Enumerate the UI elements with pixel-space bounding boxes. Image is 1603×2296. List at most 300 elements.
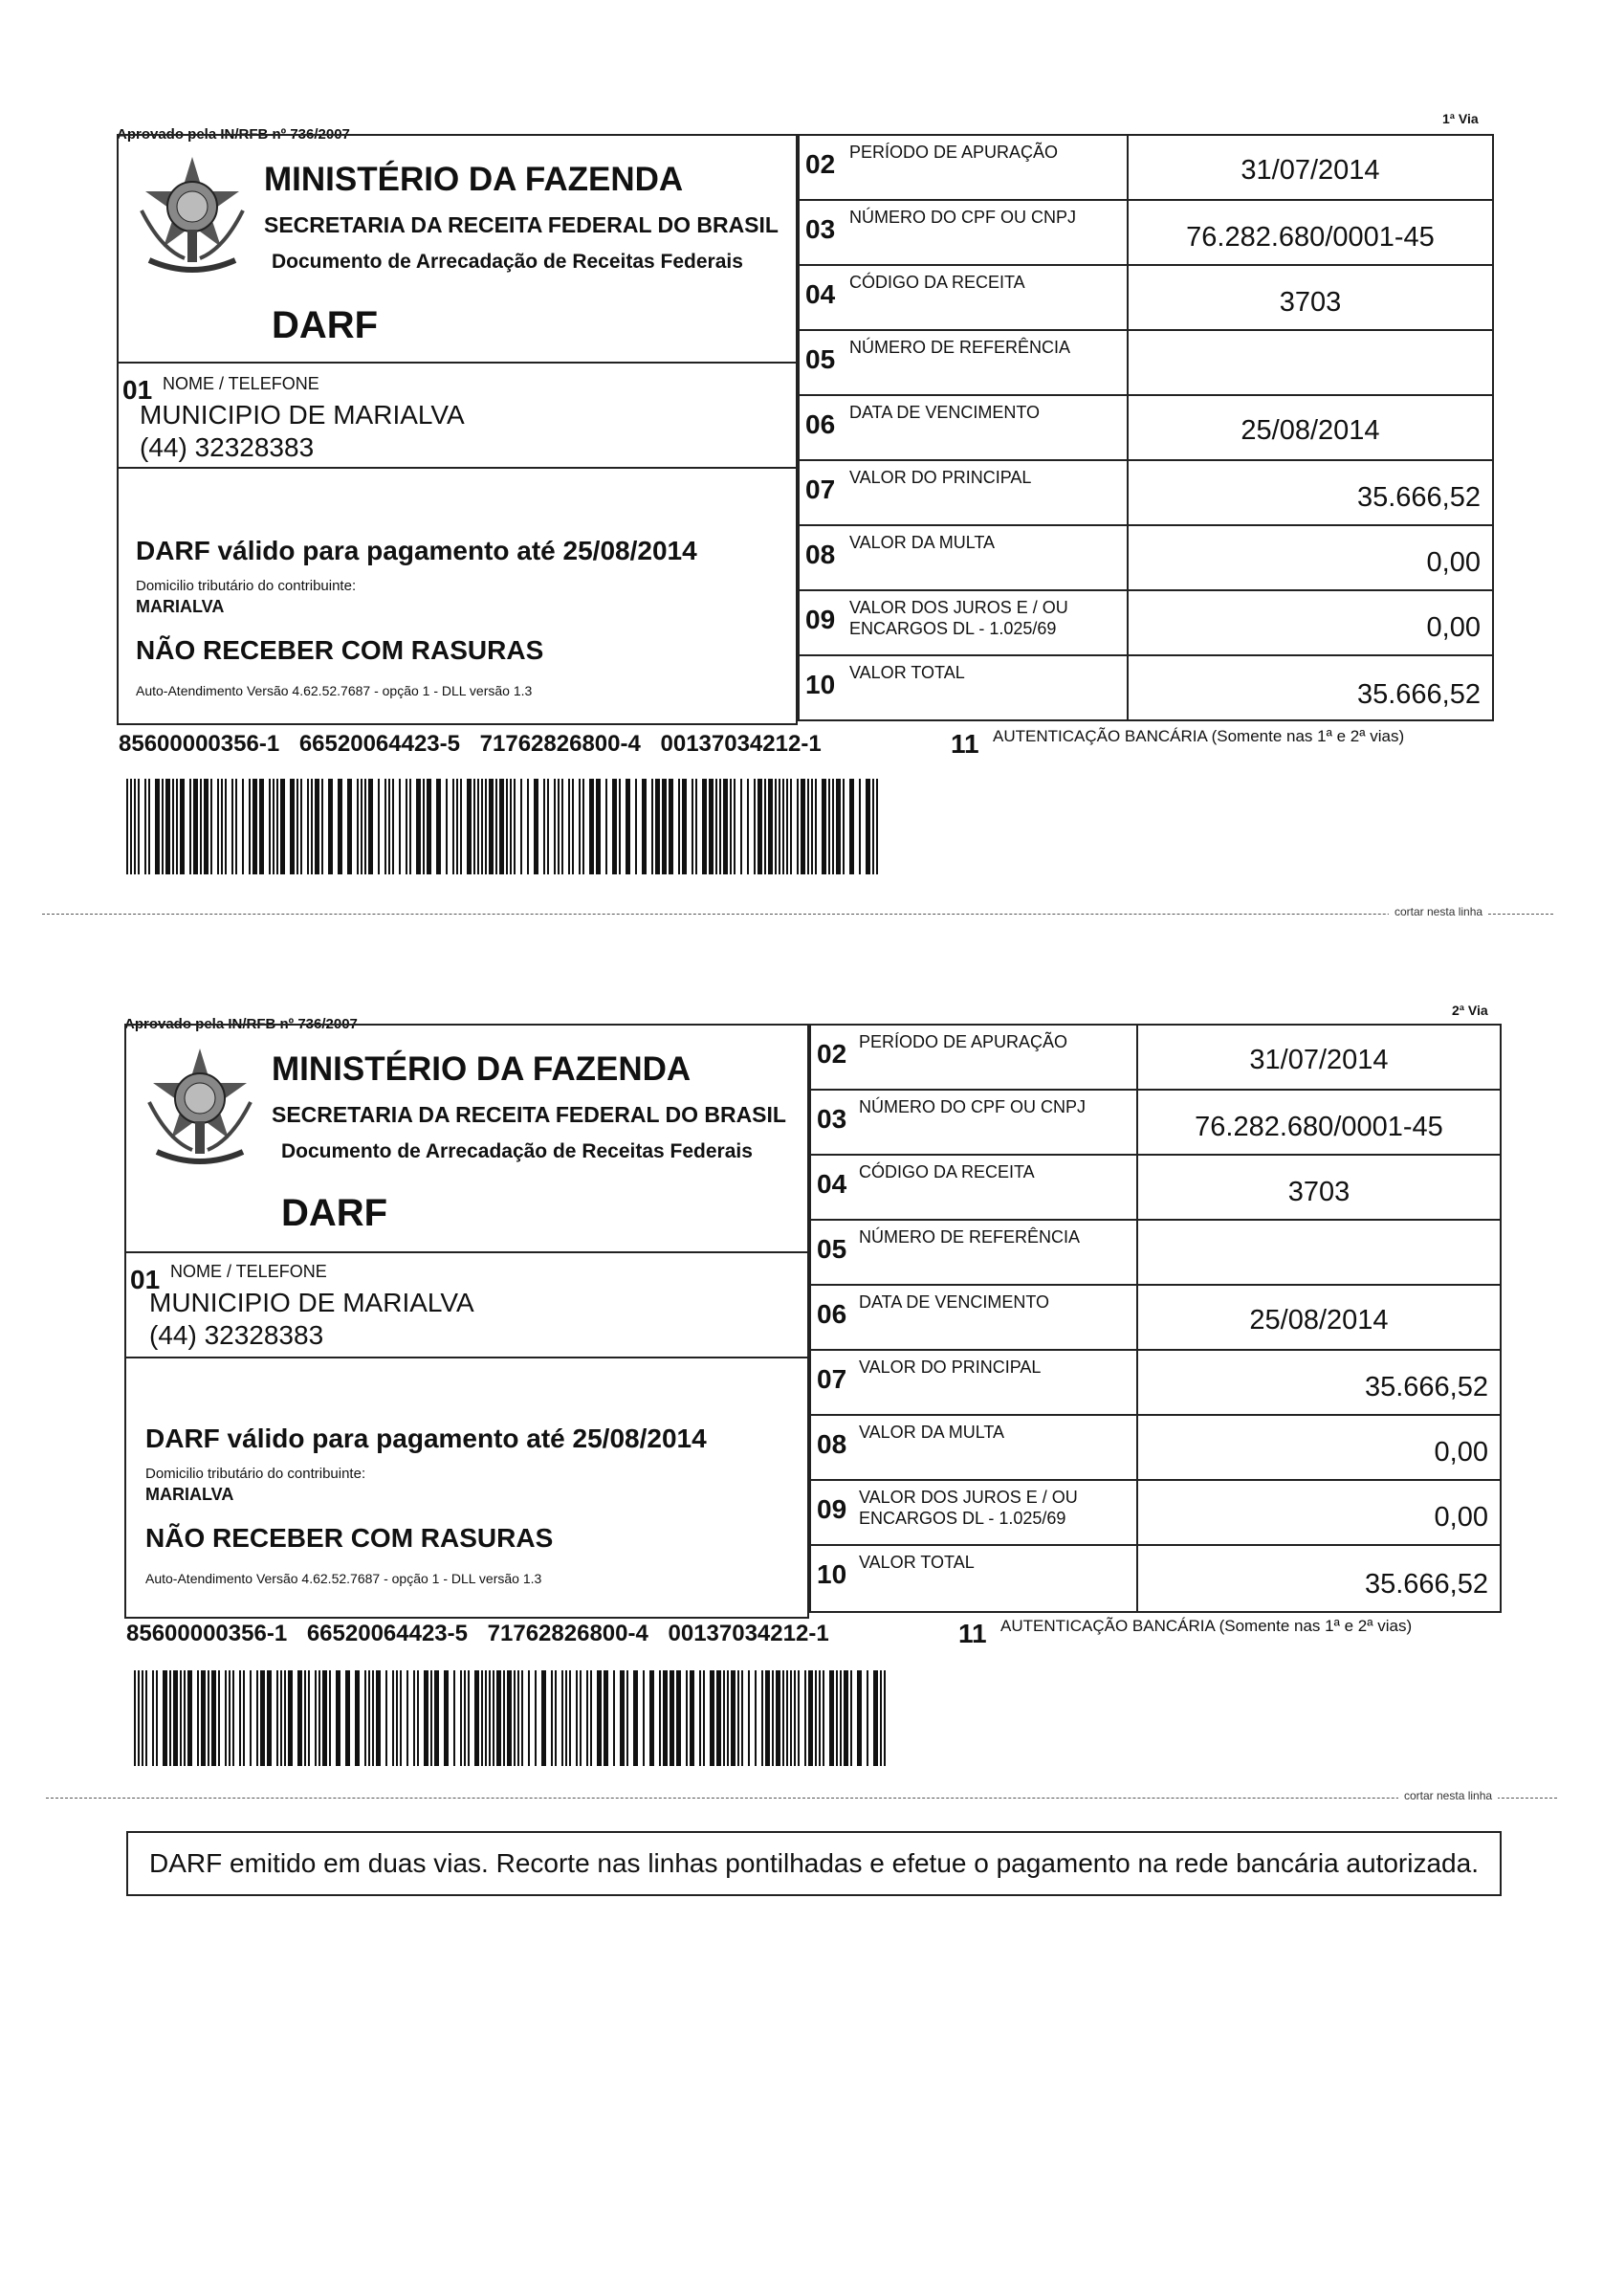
- barcode-bar: [297, 1670, 302, 1766]
- barcode-number: 85600000356-1 66520064423-5 71762826800-4 00137034212-1: [119, 731, 822, 757]
- cut-line-label: cortar nesta linha: [1398, 1789, 1498, 1802]
- barcode-bar: [165, 779, 170, 874]
- barcode-bar: [731, 1670, 736, 1766]
- barcode-bar: [357, 779, 359, 874]
- field-label: PERÍODO DE APURAÇÃO: [849, 143, 1059, 162]
- barcode-bar: [503, 1670, 505, 1766]
- barcode-bar: [126, 779, 128, 874]
- field-value: 35.666,52: [1356, 482, 1481, 513]
- field-number: 08: [817, 1429, 847, 1459]
- barcode-bar: [180, 779, 185, 874]
- barcode-bar: [876, 779, 878, 874]
- field-label-line2: ENCARGOS DL - 1.025/69: [859, 1509, 1066, 1528]
- barcode-bar: [499, 779, 504, 874]
- barcode-bar: [715, 779, 717, 874]
- field-label: VALOR DA MULTA: [859, 1423, 1005, 1442]
- barcode-bar: [651, 779, 653, 874]
- barcode-bar: [378, 779, 380, 874]
- field-label: VALOR DOS JUROS E / OU: [849, 598, 1068, 617]
- barcode-bar: [290, 779, 295, 874]
- barcode-bar: [355, 1670, 360, 1766]
- barcode-bar: [699, 1670, 701, 1766]
- field-value: 35.666,52: [1356, 679, 1481, 710]
- barcode-bar: [514, 1670, 516, 1766]
- barcode-bar: [765, 1670, 770, 1766]
- auto-atendimento-version: Auto-Atendimento Versão 4.62.52.7687 - opção 1 - DLL versão 1.3: [136, 683, 533, 698]
- barcode-bar: [867, 1670, 868, 1766]
- field-number: 10: [805, 670, 836, 699]
- validity-notice: DARF válido para pagamento até 25/08/2014: [136, 536, 697, 565]
- domicilio-value: MARIALVA: [136, 597, 225, 616]
- barcode-bar: [406, 1670, 408, 1766]
- barcode-bar: [489, 1670, 491, 1766]
- field-01-label: NOME / TELEFONE: [170, 1262, 327, 1281]
- barcode-bar: [764, 779, 766, 874]
- barcode-bar: [347, 779, 352, 874]
- barcode-bar: [596, 779, 601, 874]
- barcode-bar: [284, 1670, 286, 1766]
- barcode-bar: [558, 779, 560, 874]
- barcode-bar: [148, 779, 150, 874]
- barcode: [134, 1670, 888, 1766]
- barcode-bar: [790, 1670, 792, 1766]
- barcode-bar: [506, 779, 508, 874]
- barcode-bar: [253, 779, 257, 874]
- barcode-bar: [180, 1670, 182, 1766]
- barcode-bar: [822, 779, 826, 874]
- barcode-bar: [528, 1670, 530, 1766]
- taxpayer-phone: (44) 32328383: [149, 1320, 324, 1350]
- barcode-bar: [260, 1670, 265, 1766]
- barcode-bar: [554, 779, 556, 874]
- field-label: VALOR TOTAL: [859, 1553, 975, 1572]
- barcode-bar: [138, 1670, 140, 1766]
- barcode-bar: [758, 779, 762, 874]
- field-number: 05: [805, 344, 836, 374]
- barcode-bar: [396, 1670, 398, 1766]
- barcode-bar: [642, 779, 647, 874]
- via-label: 2ª Via: [1452, 1003, 1488, 1018]
- barcode-bar: [388, 779, 390, 874]
- barcode-bar: [534, 779, 538, 874]
- barcode-bar: [844, 1670, 848, 1766]
- barcode-bar: [836, 1670, 838, 1766]
- barcode-bar: [823, 1670, 824, 1766]
- barcode-bar: [430, 1670, 432, 1766]
- field-value: 0,00: [1426, 547, 1481, 578]
- barcode-bar: [173, 1670, 178, 1766]
- barcode-bar: [678, 779, 680, 874]
- barcode-bar: [589, 779, 594, 874]
- document-subtitle: Documento de Arrecadação de Receitas Federais: [281, 1140, 753, 1162]
- barcode-bar: [669, 779, 673, 874]
- barcode-bar: [345, 1670, 350, 1766]
- barcode-bar: [768, 779, 773, 874]
- barcode-bar: [555, 1670, 557, 1766]
- field-11-label: AUTENTICAÇÃO BANCÁRIA (Somente nas 1ª e 2ª vias): [1000, 1617, 1413, 1635]
- barcode-bar: [649, 1670, 654, 1766]
- field-value: 31/07/2014: [1249, 1045, 1389, 1075]
- coat-of-arms-icon: [132, 153, 253, 277]
- field-value: 0,00: [1434, 1502, 1488, 1533]
- field-number: 10: [817, 1559, 847, 1589]
- approval-note: Aprovado pela IN/RFB nº 736/2007: [117, 126, 350, 143]
- barcode-bar: [176, 779, 178, 874]
- rasuras-notice: NÃO RECEBER COM RASURAS: [136, 635, 544, 665]
- barcode-bar: [635, 779, 637, 874]
- barcode-bar: [322, 1670, 327, 1766]
- coat-of-arms-icon: [140, 1045, 260, 1169]
- ministry-title: MINISTÉRIO DA FAZENDA: [264, 161, 684, 198]
- barcode-bar: [239, 1670, 241, 1766]
- field-label: PERÍODO DE APURAÇÃO: [859, 1032, 1068, 1051]
- barcode-bar: [582, 779, 584, 874]
- barcode-bar: [256, 1670, 258, 1766]
- field-01-number: 01: [122, 375, 153, 405]
- barcode-bar: [541, 1670, 546, 1766]
- taxpayer-name: MUNICIPIO DE MARIALVA: [149, 1288, 474, 1317]
- barcode-bar: [719, 779, 721, 874]
- barcode-bar: [231, 779, 233, 874]
- barcode-bar: [242, 779, 244, 874]
- barcode-bar: [400, 1670, 402, 1766]
- barcode-bar: [221, 779, 223, 874]
- darf-via-1: [0, 0, 1603, 938]
- barcode-bar: [267, 1670, 272, 1766]
- barcode-bar: [709, 779, 714, 874]
- barcode-bar: [521, 1670, 523, 1766]
- barcode-bar: [727, 1670, 729, 1766]
- barcode-bar: [747, 779, 749, 874]
- field-number: 05: [817, 1234, 847, 1264]
- barcode-bar: [620, 1670, 625, 1766]
- barcode-bar: [361, 779, 362, 874]
- barcode-bar: [423, 779, 425, 874]
- barcode-bar: [210, 779, 212, 874]
- field-label: NÚMERO DO CPF OU CNPJ: [859, 1097, 1087, 1116]
- barcode-bar: [815, 1670, 817, 1766]
- barcode-bar: [280, 1670, 282, 1766]
- barcode-bar: [507, 1670, 512, 1766]
- barcode-bar: [873, 1670, 878, 1766]
- darf-title: DARF: [281, 1192, 388, 1234]
- barcode-bar: [670, 1670, 674, 1766]
- barcode-bar: [561, 779, 563, 874]
- field-11-label: AUTENTICAÇÃO BANCÁRIA (Somente nas 1ª e 2ª vias): [993, 727, 1405, 745]
- barcode-bar: [485, 1670, 487, 1766]
- barcode-bar: [217, 779, 219, 874]
- barcode-bar: [779, 779, 780, 874]
- barcode-bar: [368, 779, 373, 874]
- field-label: CÓDIGO DA RECEITA: [859, 1162, 1035, 1181]
- barcode-bar: [702, 779, 707, 874]
- barcode-bar: [424, 1670, 428, 1766]
- field-01-number: 01: [130, 1265, 161, 1294]
- barcode-bar: [832, 779, 834, 874]
- barcode-bar: [682, 779, 687, 874]
- barcode-bar: [510, 779, 512, 874]
- barcode-bar: [288, 1670, 293, 1766]
- barcode-bar: [225, 779, 227, 874]
- barcode-bar: [590, 1670, 592, 1766]
- barcode-bar: [520, 779, 522, 874]
- barcode-bar: [619, 779, 621, 874]
- barcode-bar: [406, 779, 407, 874]
- barcode-bar: [740, 779, 742, 874]
- barcode-bar: [829, 1670, 834, 1766]
- barcode-bar: [761, 1670, 763, 1766]
- barcode-bar: [145, 1670, 147, 1766]
- barcode-bar: [797, 779, 799, 874]
- barcode-bar: [551, 1670, 553, 1766]
- field-number: 07: [817, 1364, 847, 1394]
- barcode-bar: [218, 1670, 220, 1766]
- barcode-bar: [368, 1670, 370, 1766]
- barcode-bar: [561, 1670, 563, 1766]
- barcode-bar: [804, 1670, 806, 1766]
- barcode-bar: [235, 779, 237, 874]
- barcode-bar: [364, 1670, 366, 1766]
- barcode-bar: [859, 779, 861, 874]
- barcode-bar: [372, 1670, 374, 1766]
- barcode-bar: [485, 779, 487, 874]
- barcode-bar: [155, 779, 160, 874]
- barcode-bar: [481, 1670, 483, 1766]
- barcode-bar: [884, 1670, 886, 1766]
- field-label: CÓDIGO DA RECEITA: [849, 273, 1025, 292]
- barcode-bar: [489, 779, 494, 874]
- barcode-bar: [229, 1670, 231, 1766]
- barcode-bar: [144, 779, 146, 874]
- barcode-bar: [811, 779, 813, 874]
- barcode-bar: [655, 779, 660, 874]
- barcode-bar: [329, 1670, 331, 1766]
- barcode-bar: [318, 1670, 320, 1766]
- validity-notice: DARF válido para pagamento até 25/08/2014: [145, 1424, 707, 1453]
- via-label: 1ª Via: [1442, 111, 1479, 126]
- domicilio-label: Domicilio tributário do contribuinte:: [145, 1466, 366, 1482]
- field-number: 08: [805, 540, 836, 569]
- barcode-bar: [304, 1670, 306, 1766]
- footer-notice-box: [126, 1831, 1502, 1896]
- barcode-bar: [336, 1670, 340, 1766]
- barcode-bar: [495, 779, 497, 874]
- barcode-bar: [477, 779, 479, 874]
- barcode-bar: [225, 1670, 227, 1766]
- barcode-bar: [474, 1670, 479, 1766]
- barcode-bar: [156, 1670, 158, 1766]
- barcode-bar: [527, 779, 529, 874]
- barcode-bar: [197, 1670, 199, 1766]
- field-number: 06: [805, 409, 836, 439]
- barcode-bar: [467, 779, 472, 874]
- barcode-bar: [843, 779, 845, 874]
- barcode-bar: [427, 779, 431, 874]
- barcode-bar: [580, 1670, 582, 1766]
- barcode-bar: [741, 1670, 743, 1766]
- barcode-bar: [730, 779, 732, 874]
- field-value: 25/08/2014: [1249, 1305, 1389, 1336]
- barcode-bar: [828, 779, 830, 874]
- field-number: 03: [817, 1104, 847, 1134]
- field-number: 09: [817, 1494, 847, 1524]
- barcode-bar: [572, 779, 574, 874]
- barcode-bar: [481, 779, 483, 874]
- barcode-bar: [662, 779, 667, 874]
- barcode-bar: [695, 779, 697, 874]
- barcode-bar: [200, 779, 202, 874]
- field-number: 02: [817, 1039, 847, 1069]
- barcode-bar: [399, 779, 401, 874]
- barcode-bar: [385, 1670, 387, 1766]
- field-label: NÚMERO DE REFERÊNCIA: [859, 1227, 1081, 1247]
- barcode-bar: [232, 1670, 234, 1766]
- barcode-bar: [612, 779, 617, 874]
- barcode: [126, 779, 880, 874]
- taxpayer-name: MUNICIPIO DE MARIALVA: [140, 400, 465, 430]
- barcode-bar: [444, 1670, 449, 1766]
- barcode-bar: [193, 779, 198, 874]
- barcode-bar: [184, 1670, 186, 1766]
- barcode-bar: [663, 1670, 668, 1766]
- barcode-bar: [840, 1670, 842, 1766]
- field-label: DATA DE VENCIMENTO: [859, 1292, 1050, 1312]
- barcode-bar: [162, 779, 164, 874]
- barcode-bar: [807, 779, 809, 874]
- barcode-bar: [737, 1670, 739, 1766]
- barcode-bar: [273, 779, 274, 874]
- barcode-bar: [413, 1670, 415, 1766]
- barcode-bar: [579, 779, 581, 874]
- barcode-bar: [643, 1670, 645, 1766]
- footer-notice: DARF emitido em duas vias. Recorte nas linhas pontilhadas e efetue o pagamento na rede bancária autorizada.: [149, 1848, 1479, 1878]
- barcode-bar: [189, 779, 191, 874]
- field-value: 35.666,52: [1364, 1569, 1488, 1600]
- barcode-bar: [259, 779, 264, 874]
- field-value: 0,00: [1426, 612, 1481, 643]
- field-label: VALOR DOS JUROS E / OU: [859, 1488, 1078, 1507]
- barcode-bar: [723, 1670, 725, 1766]
- barcode-bar: [130, 779, 132, 874]
- barcode-bar: [866, 779, 870, 874]
- barcode-bar: [493, 1670, 494, 1766]
- barcode-bar: [134, 779, 136, 874]
- field-label: VALOR DA MULTA: [849, 533, 996, 552]
- barcode-bar: [468, 1670, 470, 1766]
- barcode-bar: [754, 779, 756, 874]
- barcode-bar: [613, 1670, 615, 1766]
- barcode-bar: [857, 1670, 862, 1766]
- barcode-bar: [849, 779, 854, 874]
- barcode-bar: [416, 779, 421, 874]
- domicilio-label: Domicilio tributário do contribuinte:: [136, 578, 357, 594]
- barcode-bar: [543, 779, 545, 874]
- barcode-bar: [211, 1670, 216, 1766]
- barcode-bar: [772, 1670, 774, 1766]
- barcode-bar: [392, 779, 394, 874]
- barcode-bar: [204, 779, 209, 874]
- barcode-bar: [782, 779, 784, 874]
- rasuras-notice: NÃO RECEBER COM RASURAS: [145, 1523, 554, 1553]
- barcode-bar: [692, 779, 693, 874]
- approval-note: Aprovado pela IN/RFB nº 736/2007: [124, 1016, 358, 1032]
- barcode-bar: [815, 779, 817, 874]
- barcode-bar: [782, 1670, 784, 1766]
- auto-atendimento-version: Auto-Atendimento Versão 4.62.52.7687 - opção 1 - DLL versão 1.3: [145, 1571, 542, 1586]
- field-value: 3703: [1287, 1177, 1350, 1207]
- barcode-bar: [748, 1670, 750, 1766]
- barcode-bar: [755, 1670, 757, 1766]
- barcode-bar: [376, 1670, 381, 1766]
- field-label: NÚMERO DO CPF OU CNPJ: [849, 208, 1077, 227]
- field-number: 02: [805, 149, 836, 179]
- barcode-bar: [315, 1670, 317, 1766]
- barcode-bar: [250, 1670, 252, 1766]
- field-value: 25/08/2014: [1241, 415, 1380, 446]
- field-label: VALOR DO PRINCIPAL: [849, 468, 1032, 487]
- barcode-bar: [808, 1670, 813, 1766]
- barcode-bar: [249, 779, 251, 874]
- barcode-bar: [436, 779, 441, 874]
- field-value: 76.282.680/0001-45: [1186, 222, 1435, 253]
- field-11-number: 11: [958, 1619, 987, 1648]
- barcode-bar: [659, 1670, 661, 1766]
- darf-via-2: [0, 888, 1603, 1825]
- barcode-bar: [604, 1670, 608, 1766]
- barcode-bar: [142, 1670, 143, 1766]
- barcode-bar: [134, 1670, 136, 1766]
- field-value: 31/07/2014: [1241, 155, 1380, 186]
- field-number: 04: [805, 279, 836, 309]
- barcode-bar: [786, 1670, 788, 1766]
- barcode-bar: [626, 1670, 628, 1766]
- barcode-bar: [169, 1670, 171, 1766]
- barcode-bar: [586, 1670, 588, 1766]
- barcode-bar: [710, 1670, 714, 1766]
- field-label-line2: ENCARGOS DL - 1.025/69: [849, 619, 1057, 638]
- barcode-bar: [703, 1670, 705, 1766]
- barcode-bar: [446, 779, 448, 874]
- field-value: 3703: [1279, 287, 1342, 318]
- field-label: VALOR TOTAL: [849, 663, 965, 682]
- barcode-bar: [172, 779, 174, 874]
- barcode-bar: [686, 1670, 688, 1766]
- barcode-bar: [460, 1670, 462, 1766]
- barcode-bar: [464, 1670, 466, 1766]
- barcode-bar: [296, 779, 298, 874]
- barcode-bar: [786, 779, 788, 874]
- barcode-bar: [453, 1670, 455, 1766]
- ministry-title: MINISTÉRIO DA FAZENDA: [272, 1050, 692, 1088]
- barcode-bar: [280, 779, 285, 874]
- barcode-bar: [676, 1670, 681, 1766]
- field-value: 0,00: [1434, 1437, 1488, 1468]
- field-number: 04: [817, 1169, 847, 1199]
- secretaria-title: SECRETARIA DA RECEITA FEDERAL DO BRASIL: [272, 1102, 786, 1127]
- barcode-bar: [276, 779, 278, 874]
- barcode-bar: [417, 1670, 419, 1766]
- barcode-bar: [434, 1670, 439, 1766]
- barcode-bar: [872, 779, 874, 874]
- barcode-bar: [605, 779, 607, 874]
- barcode-bar: [138, 779, 140, 874]
- barcode-bar: [794, 1670, 796, 1766]
- barcode-bar: [473, 779, 475, 874]
- barcode-bar: [384, 779, 386, 874]
- field-number: 03: [805, 214, 836, 244]
- barcode-bar: [790, 779, 792, 874]
- barcode-bar: [836, 779, 841, 874]
